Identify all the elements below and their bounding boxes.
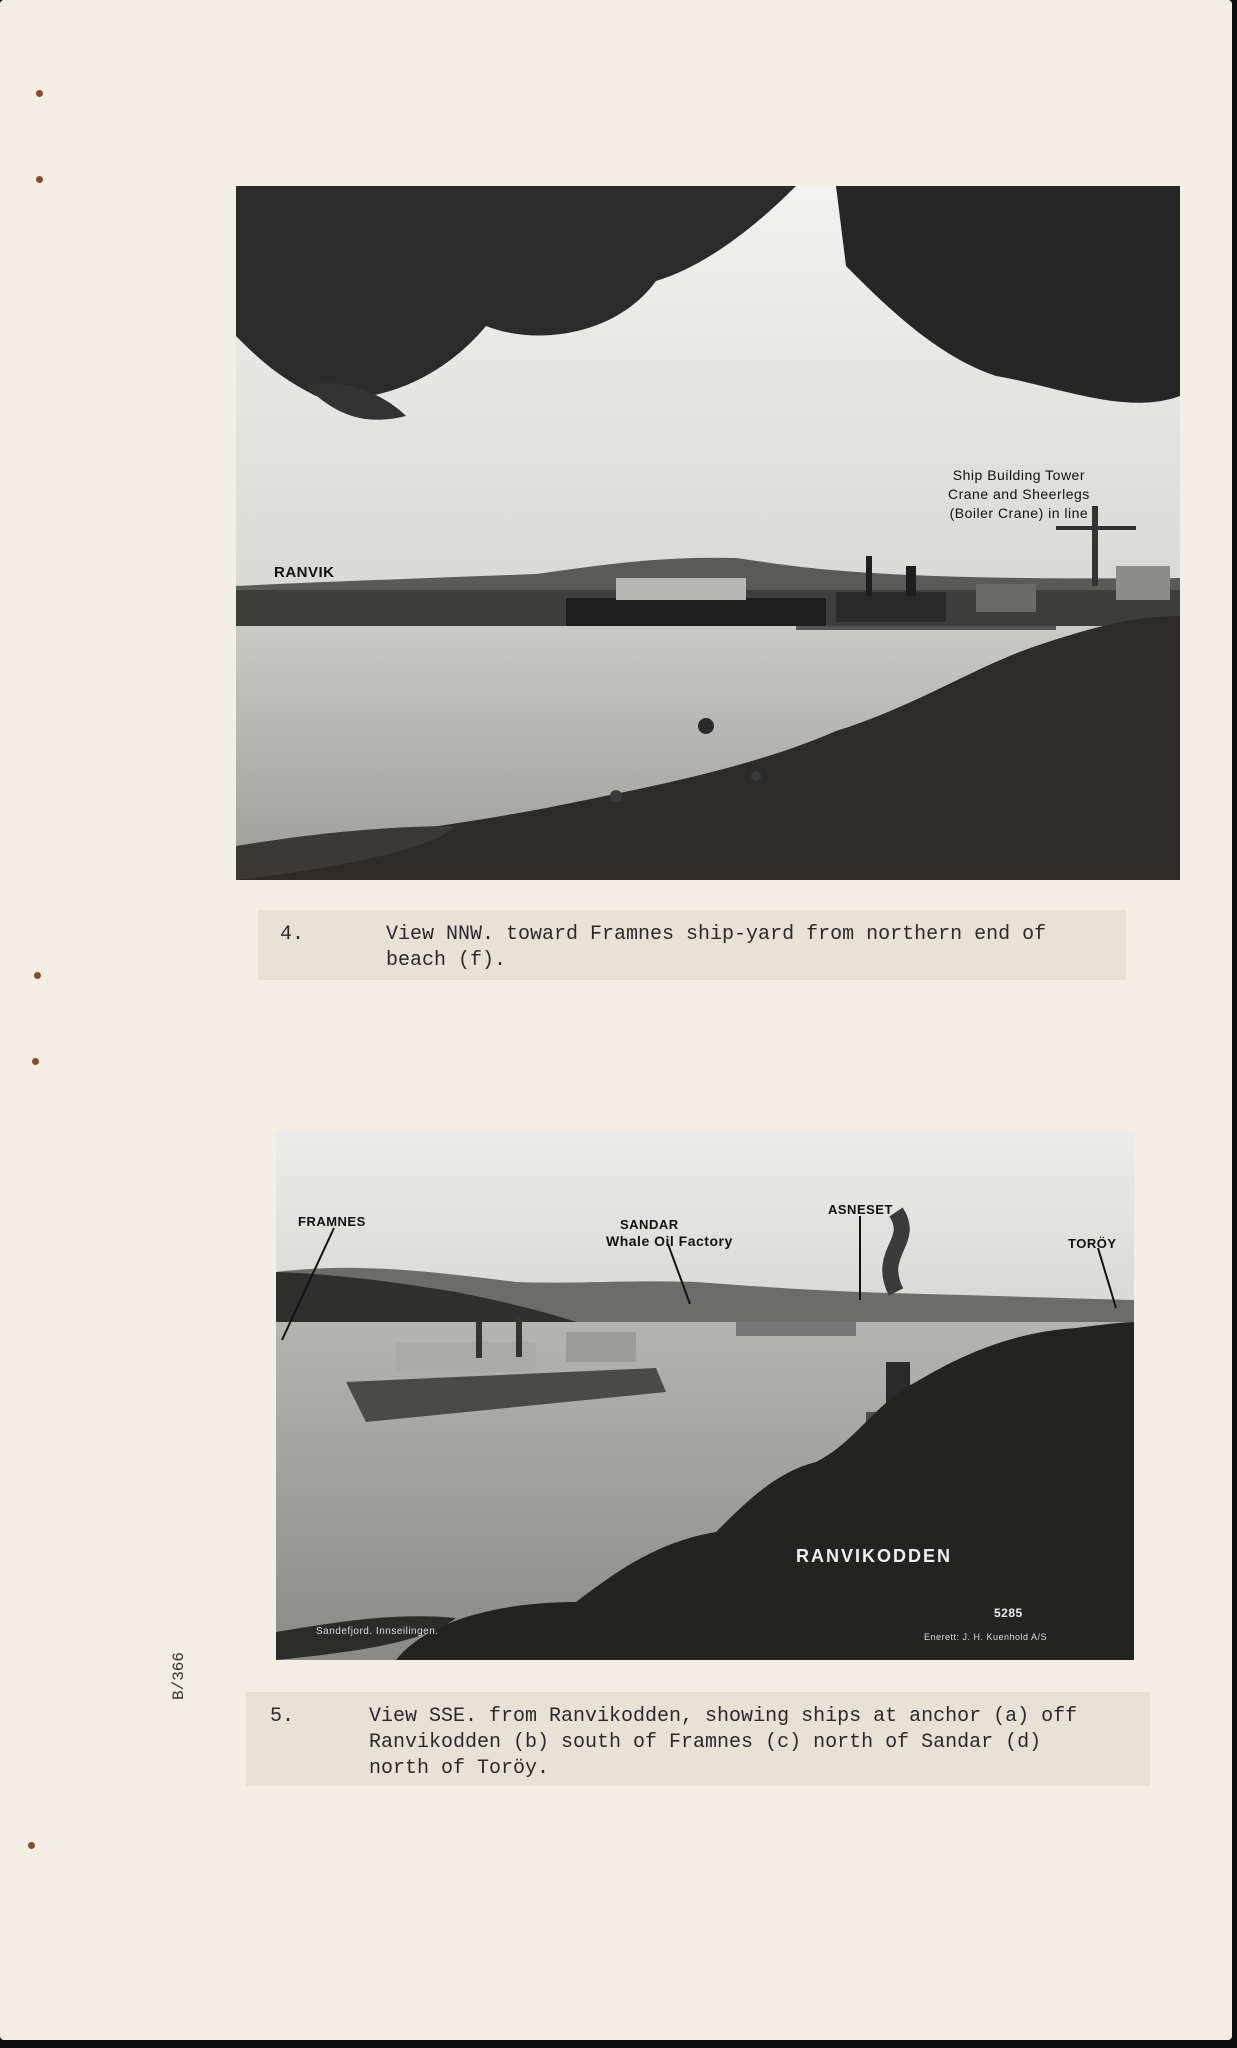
postcard-title: Sandefjord. Innseilingen. [316, 1626, 439, 1637]
asneset-label: ASNESET [828, 1202, 893, 1217]
punch-hole [36, 176, 43, 183]
crane-label-line2: Crane and Sheerlegs [948, 486, 1090, 502]
photo-ranvikodden [276, 1132, 1134, 1660]
caption-photo-5 [246, 1692, 1150, 1786]
punch-hole [34, 972, 41, 979]
postcard-credit: Enerett: J. H. Kuenhold A/S [924, 1632, 1048, 1642]
framnes-label: FRAMNES [298, 1214, 366, 1229]
punch-hole [32, 1058, 39, 1065]
crane-label [948, 466, 1090, 523]
toroy-label: TORÖY [1068, 1236, 1117, 1251]
crane-label-line3: (Boiler Crane) in line [949, 505, 1089, 521]
punch-hole [28, 1842, 35, 1849]
sandar-label [606, 1216, 733, 1250]
caption-text: View SSE. from Ranvikodden, showing ships at anchor (a) off Ranvikodden (b) south of Framnes (c) north of Sandar (d) north of Toröy. [369, 1705, 1078, 1780]
photo-framnes-shipyard [236, 186, 1180, 880]
crane-label-line1: Ship Building Tower [952, 467, 1086, 483]
sandar-label-line2: Whale Oil Factory [606, 1233, 733, 1249]
punch-hole [36, 90, 43, 97]
caption-text: View NNW. toward Framnes ship-yard from northern end of beach (f). [386, 923, 1047, 972]
sandar-label-line1: SANDAR [620, 1217, 679, 1232]
document-reference-number: B/366 [170, 1651, 188, 1700]
caption-number: 4. [280, 923, 305, 946]
caption-photo-4 [258, 910, 1126, 980]
photo-ranvikodden-image [276, 1132, 1134, 1660]
caption-number: 5. [270, 1705, 295, 1728]
ranvik-label: RANVIK [274, 564, 335, 581]
photo-framnes-image [236, 186, 1180, 880]
ranvikodden-label: RANVIKODDEN [796, 1546, 953, 1566]
photo-number: 5285 [994, 1606, 1023, 1620]
